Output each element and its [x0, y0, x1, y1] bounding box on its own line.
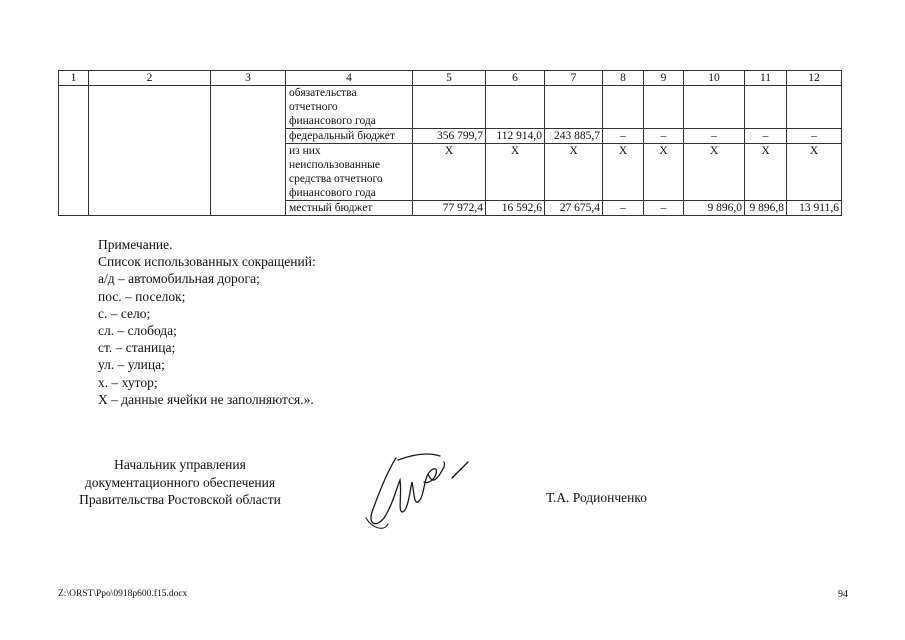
signer-position-line: документационного обеспечения — [84, 474, 276, 490]
value-cell — [684, 86, 745, 129]
value-cell: 356 799,7 — [413, 129, 486, 144]
row-label-cell — [286, 144, 413, 201]
header-cell: 6 — [486, 71, 545, 86]
row-label-cell — [286, 129, 413, 144]
col-3-cell — [211, 86, 286, 216]
notes-title: Примечание. — [98, 237, 173, 252]
header-cell: 12 — [787, 71, 842, 86]
col-1-cell — [59, 86, 89, 216]
row-label-line: неиспользованные — [289, 159, 381, 171]
signer-position-line: Начальник управления — [114, 457, 246, 472]
header-cell: 1 — [59, 71, 89, 86]
value-cell: Х — [486, 144, 545, 201]
value-cell: Х — [545, 144, 603, 201]
value-cell: 9 896,0 — [684, 201, 745, 216]
value-cell: – — [644, 201, 684, 216]
row-label-line: местный бюджет — [289, 202, 373, 214]
header-cell: 2 — [89, 71, 211, 86]
value-cell — [644, 86, 684, 129]
header-cell: 3 — [211, 71, 286, 86]
signer-name: Т.А. Родионченко — [546, 490, 647, 505]
table-body — [59, 71, 842, 216]
header-cell: 7 — [545, 71, 603, 86]
value-cell: Х — [413, 144, 486, 201]
value-cell: Х — [745, 144, 787, 201]
row-label-line: обязательства — [289, 87, 357, 99]
header-cell: 5 — [413, 71, 486, 86]
row-label-line: финансового года — [289, 187, 376, 199]
notes-line: х. – хутор; — [98, 374, 158, 390]
footer-file-path: Z:\ORST\Ppo\0918p600.f15.docx — [58, 589, 188, 599]
value-cell: 27 675,4 — [545, 201, 603, 216]
value-cell: – — [787, 129, 842, 144]
notes-block — [98, 236, 316, 408]
budget-table — [58, 70, 842, 216]
row-label-line: средства отчетного — [289, 173, 383, 185]
notes-line: сл. – слобода; — [98, 323, 177, 339]
signer-position — [50, 456, 310, 509]
value-cell — [486, 86, 545, 129]
value-cell — [545, 86, 603, 129]
notes-line: Х – данные ячейки не заполняются.». — [98, 391, 314, 407]
handwritten-signature — [358, 440, 478, 532]
table-row — [59, 86, 842, 129]
notes-line: ст. – станица; — [98, 340, 176, 356]
value-cell — [603, 86, 644, 129]
value-cell: – — [603, 201, 644, 216]
notes-line: с. – село; — [98, 305, 151, 321]
row-label-cell — [286, 86, 413, 129]
notes-line: ул. – улица; — [98, 357, 165, 373]
row-label-cell — [286, 201, 413, 216]
row-label-line: отчетного — [289, 101, 338, 113]
value-cell — [413, 86, 486, 129]
notes-line: пос. – поселок; — [98, 288, 186, 304]
value-cell: – — [745, 129, 787, 144]
value-cell: – — [644, 129, 684, 144]
value-cell: 77 972,4 — [413, 201, 486, 216]
value-cell — [745, 86, 787, 129]
row-label-line: финансового года — [289, 115, 376, 127]
header-cell: 11 — [745, 71, 787, 86]
table-header-row — [59, 71, 842, 86]
value-cell: 13 911,6 — [787, 201, 842, 216]
value-cell: 112 914,0 — [486, 129, 545, 144]
value-cell: Х — [787, 144, 842, 201]
row-label-line: из них — [289, 145, 321, 157]
value-cell: Х — [684, 144, 745, 201]
col-2-cell — [89, 86, 211, 216]
header-cell: 10 — [684, 71, 745, 86]
value-cell: Х — [603, 144, 644, 201]
notes-line: а/д – автомобильная дорога; — [98, 271, 260, 287]
value-cell: – — [603, 129, 644, 144]
value-cell — [787, 86, 842, 129]
value-cell: 9 896,8 — [745, 201, 787, 216]
header-cell: 8 — [603, 71, 644, 86]
value-cell: 243 885,7 — [545, 129, 603, 144]
row-label-line: федеральный бюджет — [289, 130, 395, 142]
value-cell: Х — [644, 144, 684, 201]
header-cell: 9 — [644, 71, 684, 86]
signer-position-line: Правительства Ростовской области — [79, 492, 281, 507]
value-cell: 16 592,6 — [486, 201, 545, 216]
notes-line: Список использованных сокращений: — [98, 254, 316, 270]
header-cell: 4 — [286, 71, 413, 86]
value-cell: – — [684, 129, 745, 144]
page-number: 94 — [838, 589, 848, 600]
